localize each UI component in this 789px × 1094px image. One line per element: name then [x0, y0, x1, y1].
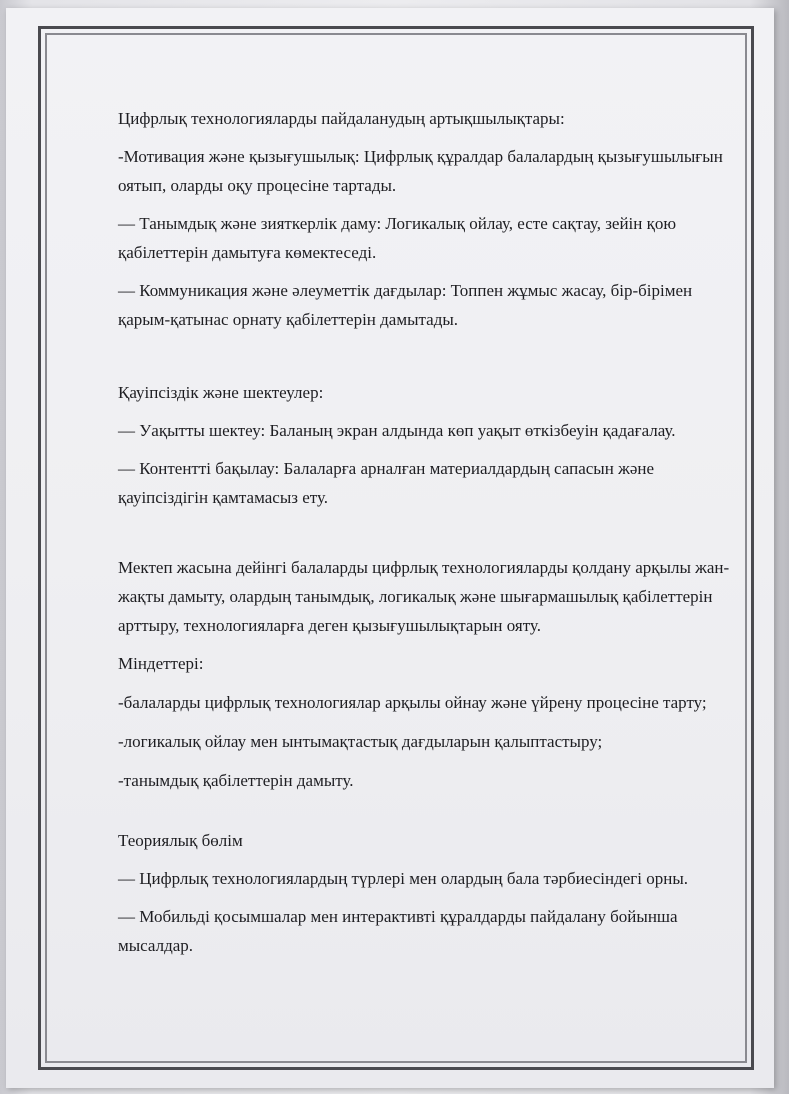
theory-item: — Цифрлық технологиялардың түрлері мен олардың бала тәрбиесіндегі орны. — [118, 869, 688, 888]
task-item: -балаларды цифрлық технологиялар арқылы ойнау және үйрену процесіне тарту; — [118, 693, 707, 712]
advantage-item: — Коммуникация және әлеуметтік дағдылар: Топпен жұмыс жасау, бір-бірімен қарым-қатынас орнату қабілеттерін дамытады. — [118, 281, 693, 329]
theory-heading: Теориялық бөлім — [118, 831, 243, 850]
tasks-heading: Міндеттері: — [118, 654, 204, 673]
task-item: -логикалық ойлау мен ынтымақтастық дағдыларын қалыптастыру; — [118, 732, 603, 751]
goal-paragraph: Мектеп жасына дейінгі балаларды цифрлық технологияларды қолдану арқылы жан-жақты дамыту, олардың танымдық, логикалық және шығармашылық қабілеттерін арттыру, технологияларға деген қызығушылықтарын ояту. — [118, 558, 730, 635]
theory-item: — Мобильді қосымшалар мен интерактивті құралдарды пайдалану бойынша мысалдар. — [118, 907, 678, 955]
safety-heading: Қауіпсіздік және шектеулер: — [118, 383, 324, 402]
safety-item: — Уақытты шектеу: Баланың экран алдында көп уақыт өткізбеуін қадағалау. — [118, 421, 676, 440]
advantage-item: — Танымдық және зияткерлік даму: Логикалық ойлау, есте сақтау, зейін қою қабілеттерін дамытуға көмектеседі. — [118, 214, 677, 262]
safety-item: — Контентті бақылау: Балаларға арналған материалдардың сапасын және қауіпсіздігін қамтамасыз ету. — [118, 459, 655, 507]
advantage-item: -Мотивация және қызығушылық: Цифрлық құралдар балалардың қызығушылығын оятып, оларды оқу процесіне тартады. — [118, 147, 723, 195]
document-body — [118, 104, 733, 960]
advantages-heading: Цифрлық технологияларды пайдаланудың артықшылықтары: — [118, 109, 565, 128]
task-item: -танымдық қабілеттерін дамыту. — [118, 771, 354, 790]
